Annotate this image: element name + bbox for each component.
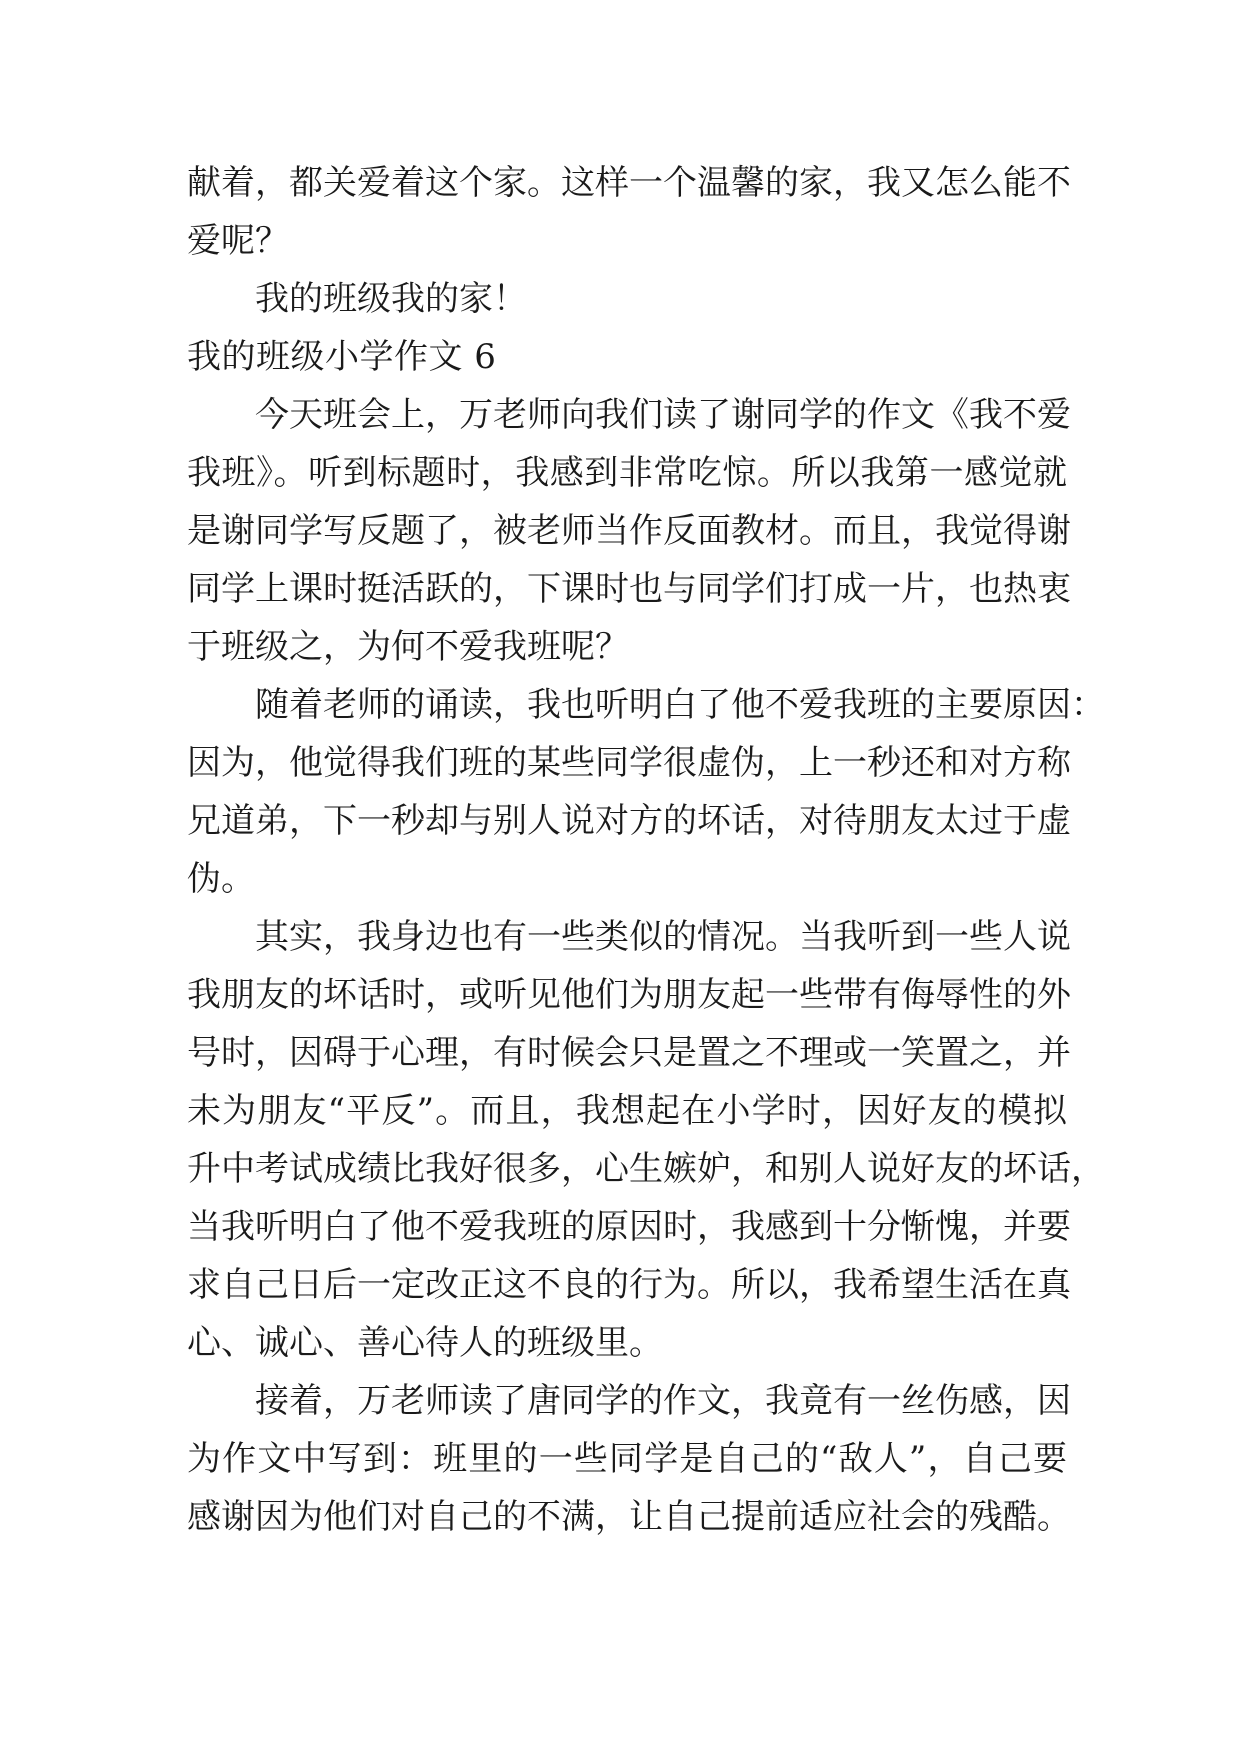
document-body (187, 154, 1105, 1546)
paragraph-line: 号时，因碍于心理，有时候会只是置之不理或一笑置之，并 (187, 1033, 1071, 1073)
paragraph-line: 于班级之，为何不爱我班呢？ (187, 627, 629, 667)
paragraph-line: 升中考试成绩比我好很多，心生嫉妒，和别人说好友的坏话， (187, 1149, 1105, 1189)
paragraph-line: 其实，我身边也有一些类似的情况。当我听到一些人说 (255, 917, 1071, 957)
paragraph-line: 我朋友的坏话时，或听见他们为朋友起一些带有侮辱性的外 (187, 975, 1071, 1015)
paragraph-line: 未为朋友“平反”。而且，我想起在小学时，因好友的模拟 (187, 1091, 1067, 1131)
paragraph-line: 我班》。听到标题时，我感到非常吃惊。所以我第一感觉就 (187, 453, 1067, 493)
paragraph-line: 求自己日后一定改正这不良的行为。所以，我希望生活在真 (187, 1265, 1071, 1305)
paragraph-line: 因为，他觉得我们班的某些同学很虚伪，上一秒还和对方称 (187, 743, 1071, 783)
paragraph-line: 心、诚心、善心待人的班级里。 (187, 1323, 663, 1363)
paragraph-line: 接着，万老师读了唐同学的作文，我竟有一丝伤感，因 (255, 1381, 1071, 1421)
paragraph-line: 当我听明白了他不爱我班的原因时，我感到十分惭愧，并要 (187, 1207, 1071, 1247)
section-heading: 我的班级小学作文 6 (187, 337, 497, 377)
paragraph-line: 随着老师的诵读，我也听明白了他不爱我班的主要原因： (255, 685, 1105, 725)
paragraph-line: 献着，都关爱着这个家。这样一个温馨的家，我又怎么能不 (187, 163, 1071, 203)
paragraph-line: 为作文中写到：班里的一些同学是自己的“敌人”，自己要 (187, 1439, 1067, 1479)
paragraph-line: 伪。 (187, 859, 255, 899)
paragraph-line: 同学上课时挺活跃的，下课时也与同学们打成一片，也热衷 (187, 569, 1071, 609)
paragraph-line: 爱呢？ (187, 221, 289, 261)
paragraph-line: 感谢因为他们对自己的不满，让自己提前适应社会的残酷。 (187, 1497, 1071, 1537)
paragraph-line: 是谢同学写反题了，被老师当作反面教材。而且，我觉得谢 (187, 511, 1071, 551)
paragraph-line: 兄道弟，下一秒却与别人说对方的坏话，对待朋友太过于虚 (187, 801, 1071, 841)
paragraph-line: 我的班级我的家！ (255, 279, 527, 319)
paragraph-line: 今天班会上，万老师向我们读了谢同学的作文《我不爱 (255, 395, 1071, 435)
